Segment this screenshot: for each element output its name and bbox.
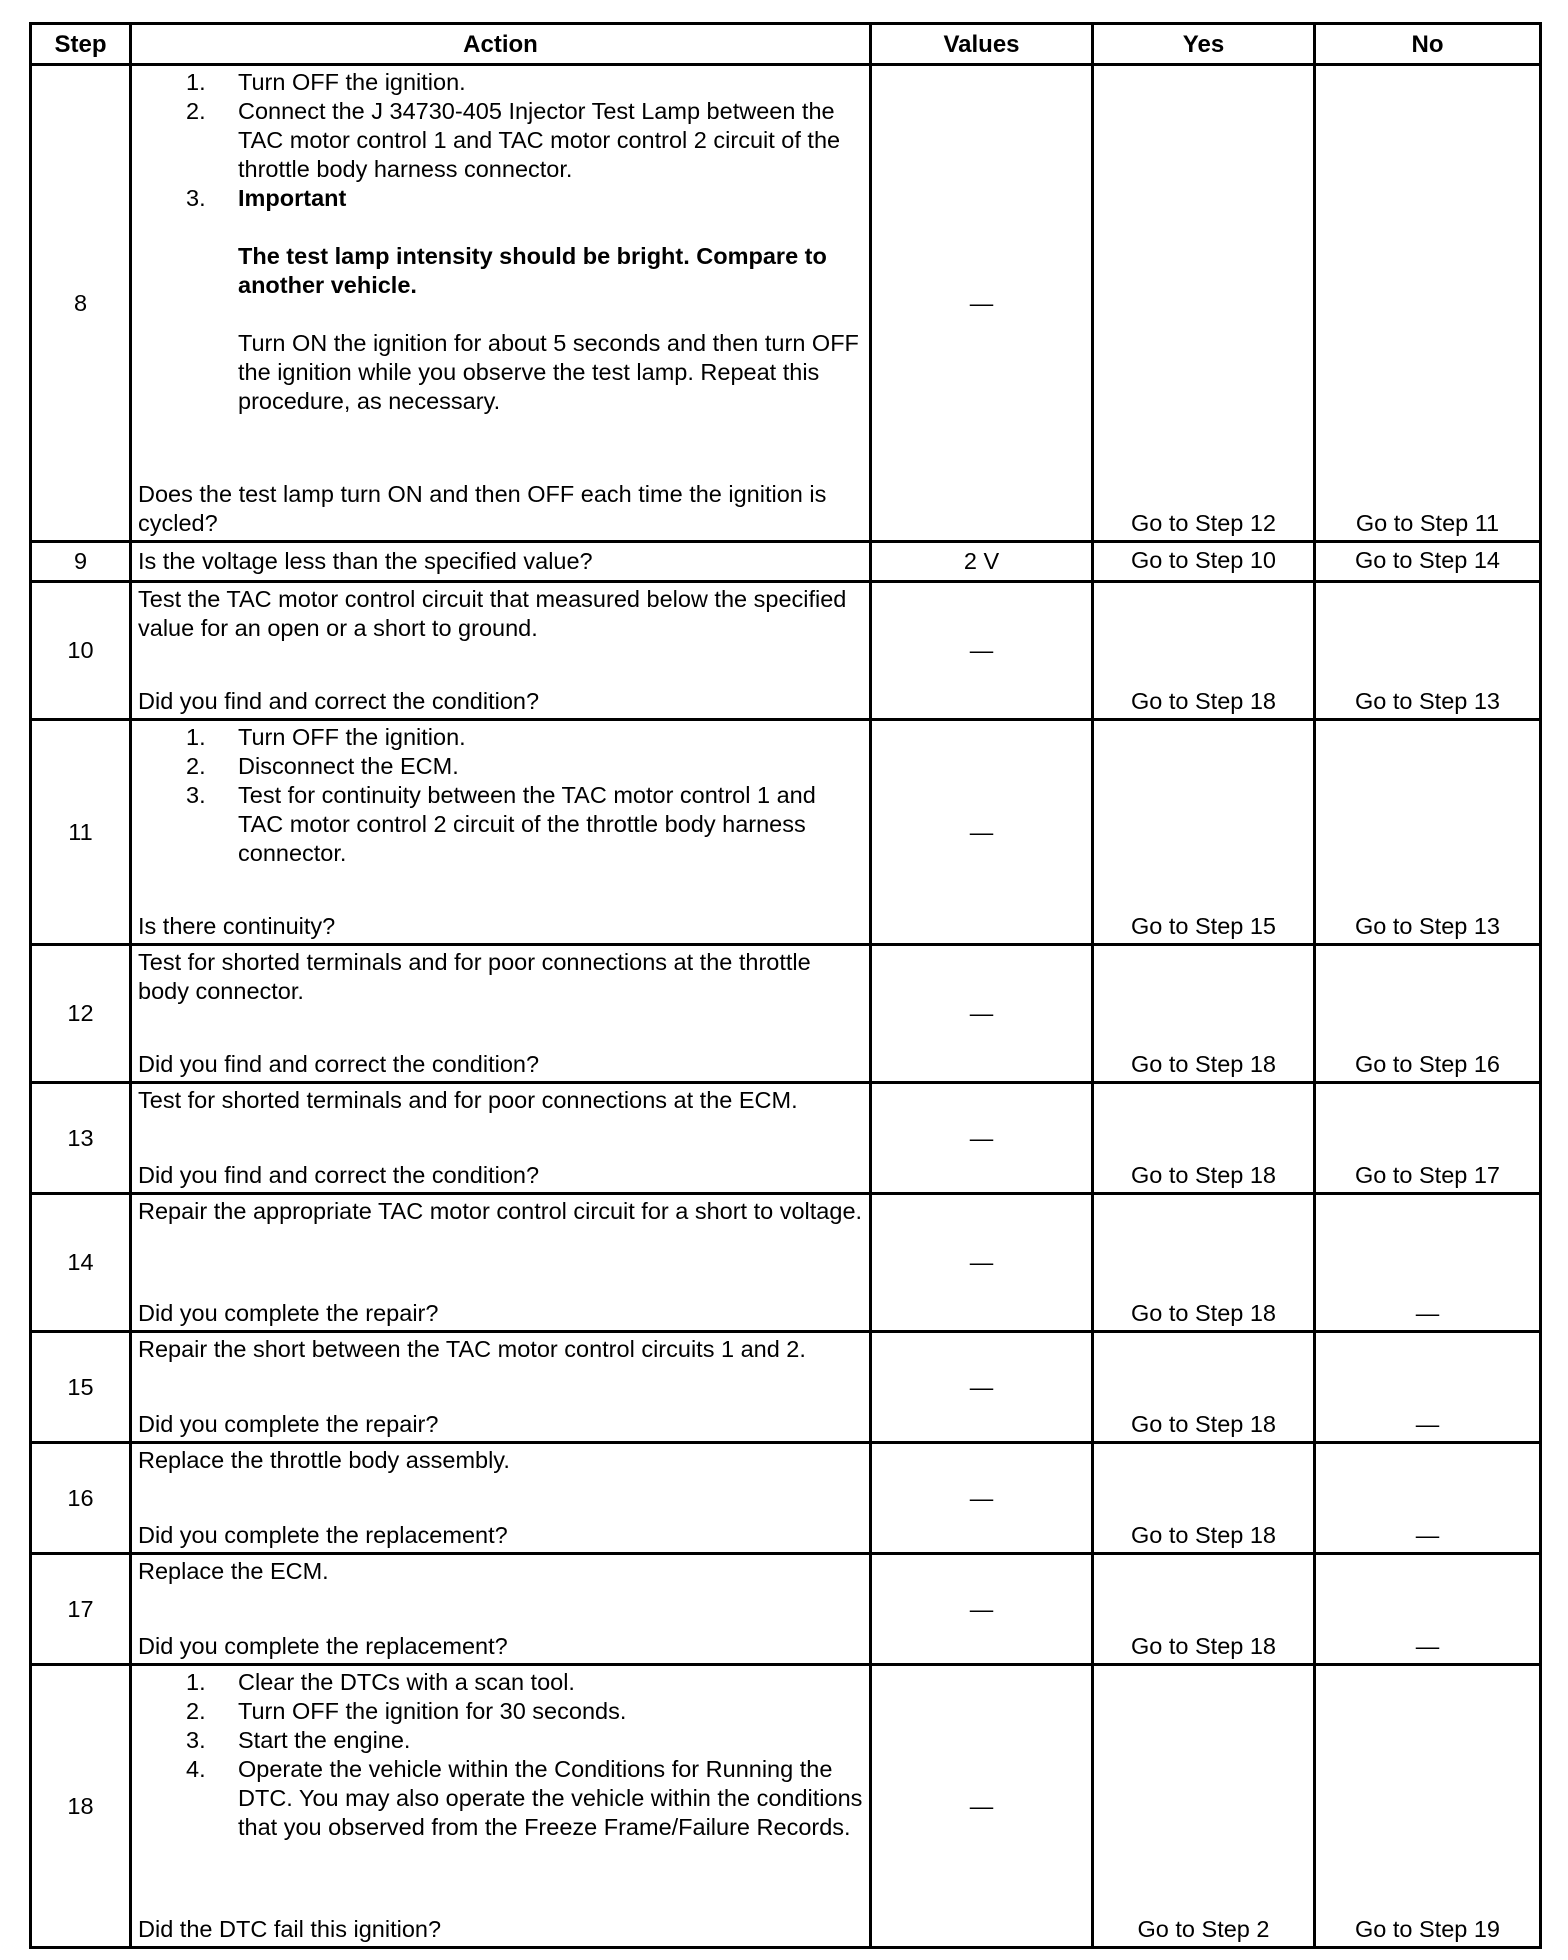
action-cell xyxy=(131,1332,871,1443)
action-steps xyxy=(138,68,865,213)
action-question: Did the DTC fail this ignition? xyxy=(138,1916,442,1942)
action-cell xyxy=(131,1665,871,1948)
action-question: Did you complete the repair? xyxy=(138,1411,439,1437)
no-cell: Go to Step 17 xyxy=(1315,1083,1541,1194)
header-yes: Yes xyxy=(1093,24,1315,65)
yes-cell: Go to Step 12 xyxy=(1093,65,1315,542)
value-cell: — xyxy=(871,1665,1093,1948)
table-row xyxy=(31,1332,1541,1443)
step-number: 17 xyxy=(31,1554,131,1665)
yes-cell: Go to Step 18 xyxy=(1093,582,1315,720)
no-cell: Go to Step 16 xyxy=(1315,945,1541,1083)
table-row xyxy=(31,542,1541,582)
action-cell xyxy=(131,720,871,945)
table-row xyxy=(31,1443,1541,1554)
step-number: 16 xyxy=(31,1443,131,1554)
table-row xyxy=(31,1194,1541,1332)
header-no: No xyxy=(1315,24,1541,65)
action-text: Test for shorted terminals and for poor connections at the throttle body connector. xyxy=(138,949,811,1004)
yes-cell: Go to Step 18 xyxy=(1093,1443,1315,1554)
table-row xyxy=(31,1083,1541,1194)
action-question: Did you complete the repair? xyxy=(138,1300,439,1326)
step-number: 11 xyxy=(31,720,131,945)
list-item: 1. Turn OFF the ignition. xyxy=(186,724,466,750)
action-question: Is the voltage less than the specified value? xyxy=(131,542,871,582)
yes-cell: Go to Step 15 xyxy=(1093,720,1315,945)
action-steps xyxy=(138,1668,865,1842)
value-cell: 2 V xyxy=(871,542,1093,582)
action-question: Did you find and correct the condition? xyxy=(138,1162,540,1188)
action-text: Test for shorted terminals and for poor connections at the ECM. xyxy=(138,1087,798,1113)
table-row xyxy=(31,65,1541,542)
list-item: 2. Connect the J 34730-405 Injector Test Lamp between the TAC motor control 1 and TAC motor control 2 circuit of the throttle body harness connector. xyxy=(186,98,841,182)
yes-cell: Go to Step 18 xyxy=(1093,945,1315,1083)
value-cell: — xyxy=(871,720,1093,945)
action-cell xyxy=(131,1554,871,1665)
step-number: 12 xyxy=(31,945,131,1083)
action-question: Did you complete the replacement? xyxy=(138,1522,508,1548)
action-text: Repair the appropriate TAC motor control circuit for a short to voltage. xyxy=(138,1198,863,1224)
list-item: 1. Clear the DTCs with a scan tool. xyxy=(186,1669,575,1695)
value-cell: — xyxy=(871,945,1093,1083)
no-cell: Go to Step 14 xyxy=(1315,542,1541,582)
step-number: 14 xyxy=(31,1194,131,1332)
table-row xyxy=(31,1554,1541,1665)
header-row xyxy=(31,24,1541,65)
action-text: Repair the short between the TAC motor control circuits 1 and 2. xyxy=(138,1336,806,1362)
list-item: 3. Important xyxy=(186,185,347,211)
list-item: 3. Start the engine. xyxy=(186,1727,411,1753)
yes-cell: Go to Step 18 xyxy=(1093,1083,1315,1194)
no-cell: — xyxy=(1315,1194,1541,1332)
step-number: 10 xyxy=(31,582,131,720)
no-cell: Go to Step 11 xyxy=(1315,65,1541,542)
yes-cell: Go to Step 18 xyxy=(1093,1554,1315,1665)
no-cell: — xyxy=(1315,1332,1541,1443)
no-cell: — xyxy=(1315,1554,1541,1665)
instruction-text: Turn ON the ignition for about 5 seconds and then turn OFF the ignition while you observe the test lamp. Repeat this procedure, as necessary. xyxy=(238,330,859,414)
list-item: 2. Disconnect the ECM. xyxy=(186,753,459,779)
action-cell xyxy=(131,945,871,1083)
action-question: Did you find and correct the condition? xyxy=(138,688,540,714)
table-row xyxy=(31,1665,1541,1948)
list-item: 3. Test for continuity between the TAC motor control 1 and TAC motor control 2 circuit of the throttle body harness connector. xyxy=(186,782,816,866)
yes-cell: Go to Step 10 xyxy=(1093,542,1315,582)
step-number: 18 xyxy=(31,1665,131,1948)
action-cell xyxy=(131,582,871,720)
value-cell: — xyxy=(871,1443,1093,1554)
action-question: Did you complete the replacement? xyxy=(138,1633,508,1659)
header-values: Values xyxy=(871,24,1093,65)
action-cell xyxy=(131,1443,871,1554)
action-text: Replace the ECM. xyxy=(138,1558,329,1584)
list-item: 4. Operate the vehicle within the Conditions for Running the DTC. You may also operate the vehicle within the conditions that you observed from the Freeze Frame/Failure Records. xyxy=(186,1756,863,1840)
important-label: Important xyxy=(238,185,347,211)
table-row xyxy=(31,582,1541,720)
list-item: 2. Turn OFF the ignition for 30 seconds. xyxy=(186,1698,627,1724)
action-cell xyxy=(131,1194,871,1332)
header-action: Action xyxy=(131,24,871,65)
action-question: Did you find and correct the condition? xyxy=(138,1051,540,1077)
action-cell xyxy=(131,1083,871,1194)
value-cell: — xyxy=(871,1554,1093,1665)
value-cell: — xyxy=(871,1194,1093,1332)
value-cell: — xyxy=(871,582,1093,720)
step-number: 13 xyxy=(31,1083,131,1194)
value-cell: — xyxy=(871,1332,1093,1443)
no-cell: — xyxy=(1315,1443,1541,1554)
action-cell xyxy=(131,65,871,542)
step-number: 8 xyxy=(31,65,131,542)
value-cell: — xyxy=(871,65,1093,542)
action-steps xyxy=(138,723,865,868)
no-cell: Go to Step 13 xyxy=(1315,582,1541,720)
value-cell: — xyxy=(871,1083,1093,1194)
action-question: Does the test lamp turn ON and then OFF each time the ignition is cycled? xyxy=(138,481,827,536)
important-note: The test lamp intensity should be bright. Compare to another vehicle. xyxy=(238,243,827,298)
action-text: Test the TAC motor control circuit that measured below the specified value for an open or a short to ground. xyxy=(138,586,847,641)
step-number: 15 xyxy=(31,1332,131,1443)
no-cell: Go to Step 19 xyxy=(1315,1665,1541,1948)
action-question: Is there continuity? xyxy=(138,913,336,939)
list-item: 1. Turn OFF the ignition. xyxy=(186,69,466,95)
table-row xyxy=(31,945,1541,1083)
yes-cell: Go to Step 18 xyxy=(1093,1332,1315,1443)
header-step: Step xyxy=(31,24,131,65)
no-cell: Go to Step 13 xyxy=(1315,720,1541,945)
step-number: 9 xyxy=(31,542,131,582)
table-row xyxy=(31,720,1541,945)
action-text: Replace the throttle body assembly. xyxy=(138,1447,510,1473)
yes-cell: Go to Step 2 xyxy=(1093,1665,1315,1948)
yes-cell: Go to Step 18 xyxy=(1093,1194,1315,1332)
diagnostic-table xyxy=(29,22,1542,1949)
